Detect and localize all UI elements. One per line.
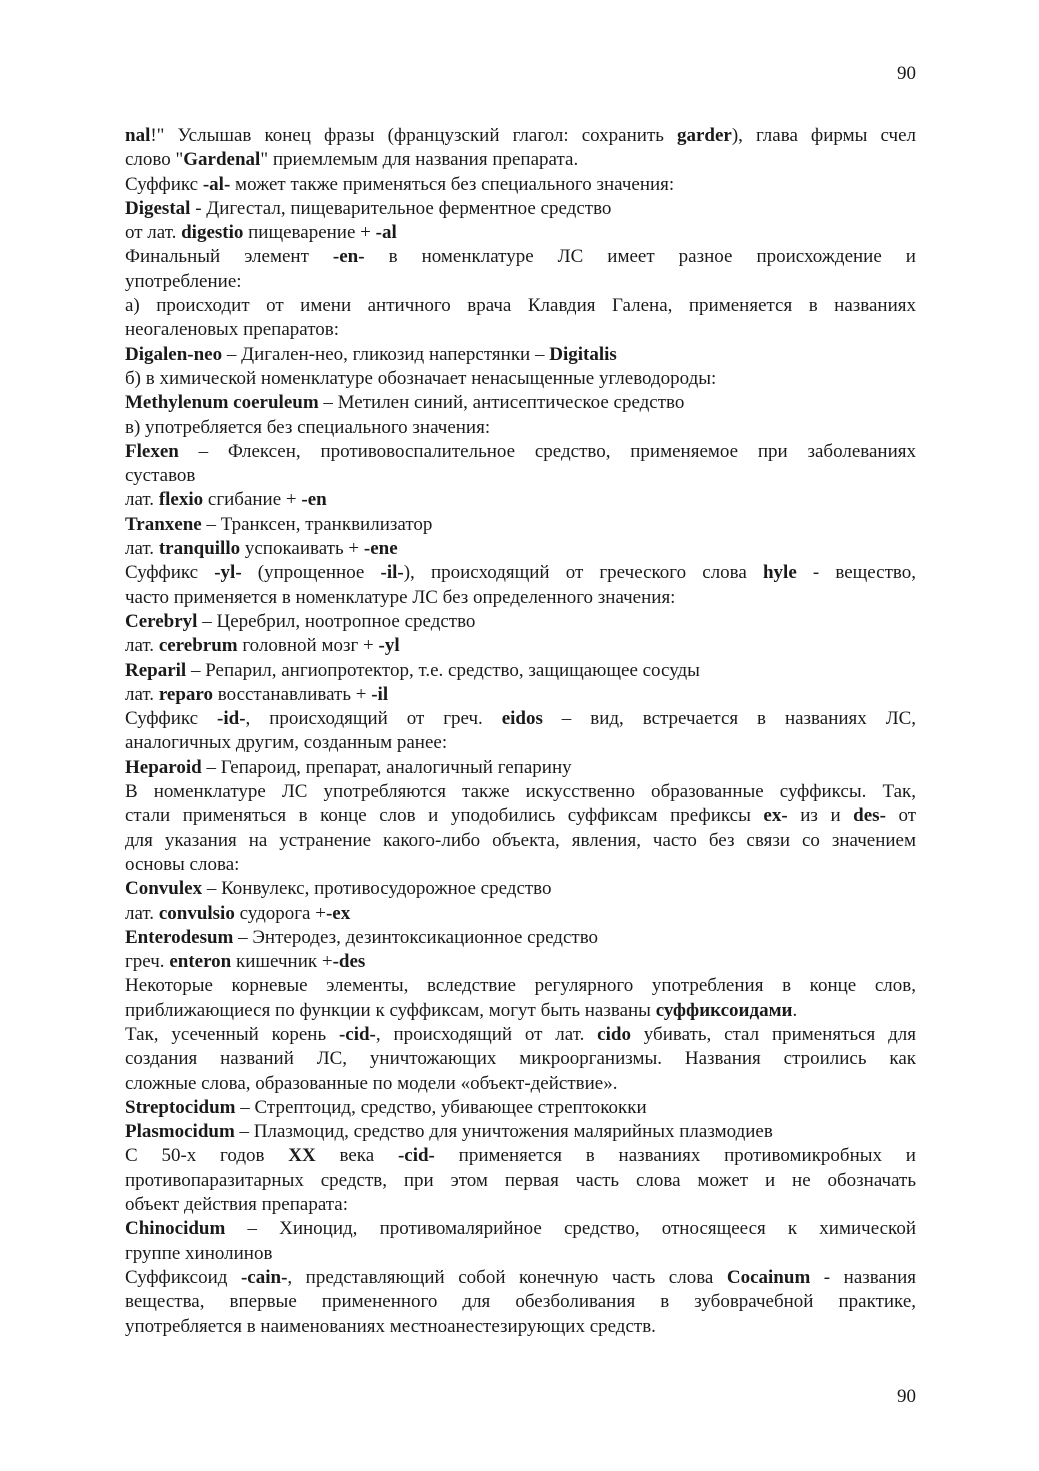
text-segment: кишечник + <box>231 951 333 973</box>
text-segment: приближающиеся по функции к суффиксам, могут быть названы <box>125 999 656 1021</box>
text-line <box>125 270 916 294</box>
text-segment: группе хинолинов <box>125 1242 273 1264</box>
text-segment: , происходящий от лат. <box>375 1023 598 1045</box>
text-segment: лат. <box>125 902 159 924</box>
text-segment: применяется в названиях противомикробных и <box>434 1145 916 1167</box>
text-segment: слово " <box>125 149 184 171</box>
text-segment: основы слова: <box>125 853 240 875</box>
bold-term: -ex <box>325 902 351 924</box>
bold-term: -il <box>371 683 389 705</box>
text-segment: – вид, встречается в названиях ЛС, <box>542 708 916 730</box>
bold-term: Enterodesum <box>125 926 234 948</box>
text-segment: для указания на устранение какого-либо объекта, явления, часто без связи со значением <box>125 829 916 851</box>
bold-term: enteron <box>169 951 232 973</box>
text-segment: пищеварение + <box>243 222 376 244</box>
text-line <box>125 1096 916 1120</box>
text-segment: ), происходящий от греческого слова <box>403 562 763 584</box>
text-line <box>125 1217 916 1241</box>
bold-term: Streptocidum <box>125 1096 236 1118</box>
text-line <box>125 318 916 342</box>
text-segment: неогаленовых препаратов: <box>125 319 340 341</box>
text-line <box>125 1144 916 1168</box>
bold-term: -en <box>301 489 327 511</box>
bold-term: -al <box>375 222 397 244</box>
bold-term: garder <box>676 125 732 146</box>
text-line <box>125 148 916 172</box>
bold-term: -des <box>332 951 366 973</box>
bold-term: cerebrum <box>158 635 238 657</box>
text-segment: – Стрептоцид, средство, убивающее стрептококки <box>235 1096 647 1118</box>
text-segment: С 50-х годов <box>125 1145 289 1167</box>
bold-term: Cocainum <box>726 1266 811 1288</box>
bold-term: tranquillo <box>158 538 241 560</box>
text-segment: употребление: <box>125 270 242 292</box>
text-line <box>125 221 916 245</box>
text-segment: головной мозг + <box>237 635 379 657</box>
text-line <box>125 950 916 974</box>
bold-term: -en- <box>332 246 365 268</box>
bold-term: Gardenal <box>183 149 261 171</box>
text-line <box>125 659 916 683</box>
bold-term: Chinocidum <box>125 1218 226 1240</box>
bold-term: -yl <box>378 635 400 657</box>
bold-term: -cid- <box>338 1023 376 1045</box>
text-segment: от <box>885 805 916 827</box>
text-line <box>125 829 916 853</box>
text-line <box>125 1193 916 1217</box>
text-line <box>125 440 916 464</box>
text-segment: Суффикс <box>125 708 218 730</box>
text-line <box>125 731 916 755</box>
text-segment: из и <box>787 805 854 827</box>
bold-term: ex- <box>763 805 788 827</box>
page-number-top: 90 <box>897 63 916 84</box>
text-segment: восстанавливать + <box>213 683 372 705</box>
text-segment: лат. <box>125 683 159 705</box>
text-segment: часто применяется в номенклатуре ЛС без определенного значения: <box>125 586 676 608</box>
text-segment: !" Услышав конец фразы (французский глагол: сохранить <box>150 125 677 146</box>
text-segment: противопаразитарных средств, при этом первая часть слова может и не обозначать <box>125 1169 916 1191</box>
text-line <box>125 974 916 998</box>
text-line <box>125 877 916 901</box>
text-segment: , представляющий собой конечную часть слова <box>287 1266 727 1288</box>
text-segment: убивать, стал применяться для <box>630 1023 916 1045</box>
text-segment: – Хиноцид, противомалярийное средство, относящееся к химической <box>225 1218 916 1240</box>
text-segment: Так, усеченный корень <box>125 1023 339 1045</box>
bold-term: -id- <box>217 708 246 730</box>
bold-term: nal <box>125 125 151 146</box>
bold-term: Convulex <box>125 878 203 900</box>
text-line <box>125 197 916 221</box>
text-line <box>125 1242 916 1266</box>
text-segment: создания названий ЛС, уничтожающих микроорганизмы. Названия строились как <box>125 1048 916 1070</box>
text-line <box>125 1120 916 1144</box>
text-segment: употребляется в наименованиях местноанестезирующих средств. <box>125 1315 656 1337</box>
text-line <box>125 1072 916 1096</box>
bold-term: Digitalis <box>549 343 617 365</box>
bold-term: Digestal <box>125 197 191 219</box>
text-segment: – Транксен, транквилизатор <box>201 513 433 535</box>
bold-term: des- <box>853 805 886 827</box>
document-body <box>125 124 916 1339</box>
text-segment: сгибание + <box>203 489 302 511</box>
text-segment: . <box>792 999 798 1021</box>
text-segment: – Репарил, ангиопротектор, т.е. средство, защищающее сосуды <box>186 659 700 681</box>
bold-term: cido <box>597 1023 631 1045</box>
page-number-bottom: 90 <box>897 1386 916 1407</box>
text-segment: вещества, впервые примененного для обезболивания в зубоврачебной практике, <box>125 1291 916 1313</box>
text-line <box>125 416 916 440</box>
text-line <box>125 634 916 658</box>
bold-term: Methylenum coeruleum <box>125 392 319 414</box>
text-segment: б) в химической номенклатуре обозначает ненасыщенные углеводороды: <box>125 367 717 389</box>
text-segment: сложные слова, образованные по модели «объект-действие». <box>125 1072 618 1094</box>
text-line <box>125 780 916 804</box>
text-line <box>125 902 916 926</box>
text-line <box>125 586 916 610</box>
bold-term: -al- <box>202 173 231 195</box>
text-line <box>125 367 916 391</box>
bold-term: Digalen-neo <box>125 343 223 365</box>
text-line <box>125 1315 916 1339</box>
text-segment: Некоторые корневые элементы, вследствие регулярного употребления в конце слов, <box>125 975 916 997</box>
text-segment: Суффикс <box>125 173 203 195</box>
text-line <box>125 1047 916 1071</box>
bold-term: eidos <box>501 708 543 730</box>
text-segment: Суффикс <box>125 562 215 584</box>
text-segment: - названия <box>810 1266 916 1288</box>
text-segment: – Плазмоцид, средство для уничтожения малярийных плазмодиев <box>234 1121 773 1143</box>
text-segment: ), глава фирмы счел <box>731 125 916 146</box>
text-segment: – Энтеродез, дезинтоксикационное средство <box>233 926 599 948</box>
text-line <box>125 1290 916 1314</box>
text-segment: – Гепароид, препарат, аналогичный гепарину <box>201 756 572 778</box>
text-line <box>125 683 916 707</box>
text-segment: - вещество, <box>796 562 916 584</box>
text-line <box>125 343 916 367</box>
bold-term: digestio <box>181 222 244 244</box>
bold-term: flexio <box>158 489 204 511</box>
text-line <box>125 464 916 488</box>
text-segment: , происходящий от греч. <box>245 708 502 730</box>
text-segment: в) употребляется без специального значения: <box>125 416 491 438</box>
text-segment: лат. <box>125 635 159 657</box>
text-line <box>125 294 916 318</box>
bold-term: Cerebryl <box>125 610 198 632</box>
bold-term: Plasmocidum <box>125 1121 235 1143</box>
text-line <box>125 561 916 585</box>
bold-term: -ene <box>363 538 398 560</box>
text-line <box>125 124 916 148</box>
text-segment: суставов <box>125 465 196 487</box>
text-line <box>125 610 916 634</box>
text-line <box>125 245 916 269</box>
bold-term: Reparil <box>125 659 187 681</box>
text-segment: - Дигестал, пищеварительное ферментное средство <box>190 197 612 219</box>
text-segment: века <box>315 1145 398 1167</box>
text-segment: лат. <box>125 489 159 511</box>
text-segment: судорога + <box>234 902 326 924</box>
bold-term: суффиксоидами <box>655 999 793 1021</box>
text-segment: успокаивать + <box>240 538 364 560</box>
text-segment: в номенклатуре ЛС имеет разное происхождение и <box>364 246 916 268</box>
text-line <box>125 1169 916 1193</box>
text-line <box>125 1023 916 1047</box>
bold-term: reparo <box>158 683 213 705</box>
text-segment: может также применяться без специального значения: <box>230 173 675 195</box>
text-segment: стали применяться в конце слов и уподобились суффиксам префиксы <box>125 805 764 827</box>
bold-term: convulsio <box>158 902 235 924</box>
text-segment: – Метилен синий, антисептическое средство <box>318 392 685 414</box>
text-line <box>125 804 916 828</box>
text-line <box>125 391 916 415</box>
text-segment: В номенклатуре ЛС употребляются также искусственно образованные суффиксы. Так, <box>125 781 916 803</box>
text-segment: лат. <box>125 538 159 560</box>
text-segment: объект действия препарата: <box>125 1194 349 1216</box>
bold-term: hyle <box>762 562 797 584</box>
text-line <box>125 707 916 731</box>
text-segment: греч. <box>125 951 170 973</box>
bold-term: -yl- <box>214 562 242 584</box>
text-line <box>125 853 916 877</box>
text-segment: – Флексен, противовоспалительное средство, применяемое при заболеваниях <box>178 440 916 462</box>
text-line <box>125 1266 916 1290</box>
text-segment: Суффиксоид <box>125 1266 241 1288</box>
text-line <box>125 999 916 1023</box>
text-line <box>125 756 916 780</box>
text-segment: от лат. <box>125 222 182 244</box>
text-line <box>125 537 916 561</box>
text-line <box>125 926 916 950</box>
bold-term: -cain- <box>240 1266 288 1288</box>
text-segment: – Церебрил, ноотропное средство <box>197 610 476 632</box>
bold-term: Tranxene <box>125 513 202 535</box>
text-segment: – Конвулекс, противосудорожное средство <box>202 878 552 900</box>
bold-term: Flexen <box>125 440 179 462</box>
text-segment: (упрощенное <box>241 562 381 584</box>
text-segment: – Дигален-нео, гликозид наперстянки – <box>222 343 550 365</box>
text-segment: аналогичных другим, созданным ранее: <box>125 732 448 754</box>
text-segment: " приемлемым для названия препарата. <box>260 149 579 171</box>
text-line <box>125 173 916 197</box>
text-line <box>125 488 916 512</box>
bold-term: Heparoid <box>125 756 202 778</box>
bold-term: XX <box>288 1145 316 1167</box>
text-segment: а) происходит от имени античного врача Клавдия Галена, применяется в названиях <box>125 295 916 317</box>
text-segment: Финальный элемент <box>125 246 333 268</box>
bold-term: -il- <box>380 562 404 584</box>
bold-term: -cid- <box>397 1145 435 1167</box>
text-line <box>125 513 916 537</box>
